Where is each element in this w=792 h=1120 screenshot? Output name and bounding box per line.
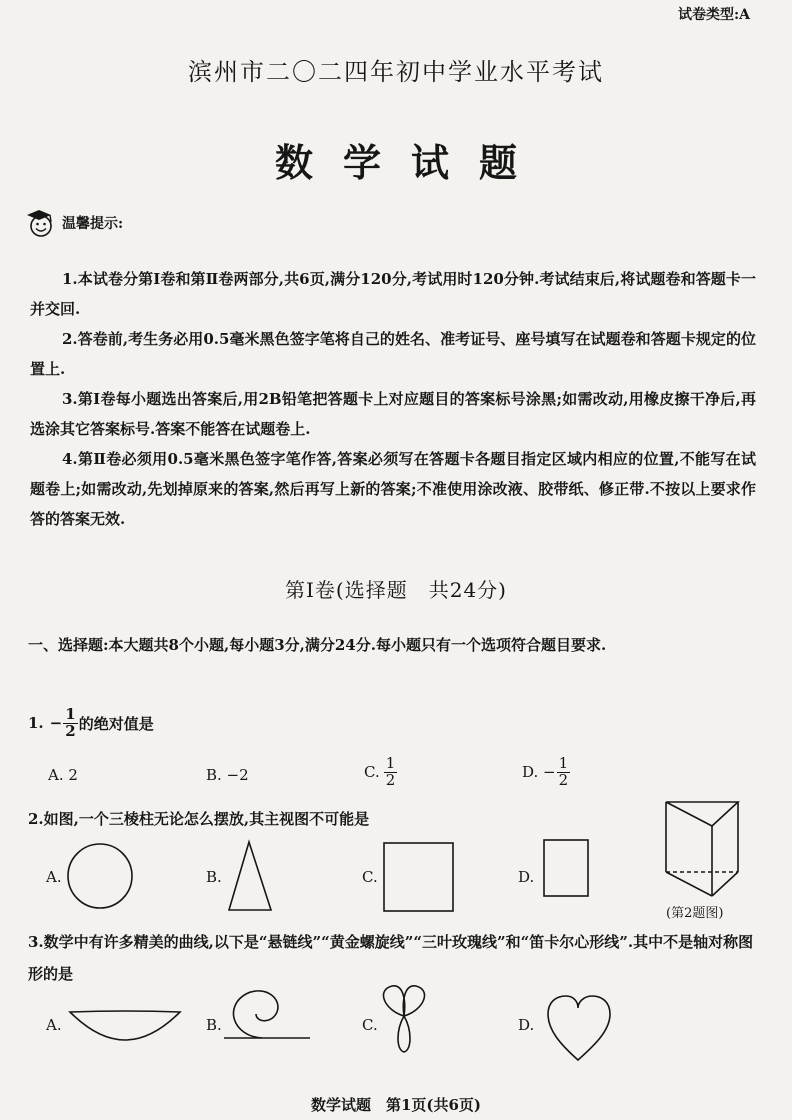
tips-label: 温馨提示:	[62, 216, 124, 232]
q2-triangle-shape[interactable]	[229, 842, 271, 910]
notice-item-4: 4.第Ⅱ卷必须用0.5毫米黑色签字笔作答,答案必须写在答题卡各题目指定区域内相应的位置,不能写在试题卷上;如需改动,先划掉原来的答案,然后再写上新的答案;不准使用涂改液、胶带纸、修正带.不按以上要求作答的答案无效.	[30, 450, 756, 528]
q3-option-d-label: D.	[518, 1016, 535, 1034]
q3-option-a-label: A.	[46, 1016, 62, 1034]
notice-item-3: 3.第Ⅰ卷每小题选出答案后,用2B铅笔把答题卡上对应题目的答案标号涂黑;如需改动,用橡皮擦干净后,再选涂其它答案标号.答案不能答在试题卷上.	[30, 390, 756, 438]
q1-text: 的绝对值是	[78, 714, 154, 733]
q3-option-b-label: B.	[206, 1016, 222, 1034]
q1-option-d-label: D. −	[522, 763, 556, 782]
q1-option-c-den: 2	[385, 770, 396, 789]
q3-catenary-shape[interactable]	[70, 1011, 180, 1040]
q2-circle-shape[interactable]	[68, 844, 132, 908]
q1-option-d-num: 1	[558, 754, 569, 772]
notice-item-1: 1.本试卷分第Ⅰ卷和第Ⅱ卷两部分,共6页,满分120分,考试用时120分钟.考试结束后,将试题卷和答题卡一并交回.	[30, 270, 756, 318]
q2-option-a-label: A.	[46, 868, 62, 886]
q1-frac-num: 1	[65, 705, 76, 723]
exam-title: 滨州市二〇二四年初中学业水平考试	[188, 58, 604, 86]
q2-option-d-label: D.	[518, 868, 535, 886]
q2-rectangle-shape[interactable]	[544, 840, 588, 896]
q2-prism-figure	[666, 802, 738, 896]
q1-frac-den: 2	[65, 721, 76, 740]
q1-sign: −	[49, 714, 63, 733]
q1-option-c-num: 1	[385, 754, 396, 772]
q1-option-b[interactable]: B. −2	[206, 766, 249, 784]
question-3-text: 3.数学中有许多精美的曲线,以下是“悬链线”“黄金螺旋线”“三叶玫瑰线”和“笛卡尔心形线”.其中不是轴对称图形的是	[28, 933, 754, 983]
q2-option-b-label: B.	[206, 868, 222, 886]
q1-option-d-den: 2	[558, 770, 569, 789]
q1-option-c-label: C.	[364, 763, 380, 782]
paper-type-label: 试卷类型:A	[677, 7, 750, 23]
subject-title: 数学试题	[274, 140, 547, 185]
q1-number: 1.	[28, 714, 44, 733]
q1-option-a[interactable]: A. 2	[48, 766, 78, 784]
q2-figure-caption: (第2题图)	[666, 906, 724, 921]
question-2-text: 2.如图,一个三棱柱无论怎么摆放,其主视图不可能是	[28, 810, 370, 828]
q2-square-shape[interactable]	[384, 843, 453, 911]
q3-golden-spiral-shape[interactable]	[233, 991, 277, 1038]
page-footer: 数学试题 第1页(共6页)	[310, 1096, 482, 1114]
q3-option-c-label: C.	[362, 1016, 378, 1034]
section-heading: 第Ⅰ卷(选择题 共24分)	[285, 578, 507, 602]
notice-item-2: 2.答卷前,考生务必用0.5毫米黑色签字笔将自己的姓名、准考证号、座号填写在试题卷和答题卡规定的位置上.	[30, 330, 756, 378]
q3-cardioid-shape[interactable]	[548, 996, 610, 1060]
q2-option-c-label: C.	[362, 868, 378, 886]
part-heading: 一、选择题:本大题共8个小题,每小题3分,满分24分.每小题只有一个选项符合题目要求.	[28, 636, 607, 654]
q3-three-leaf-rose-shape[interactable]	[383, 986, 424, 1052]
